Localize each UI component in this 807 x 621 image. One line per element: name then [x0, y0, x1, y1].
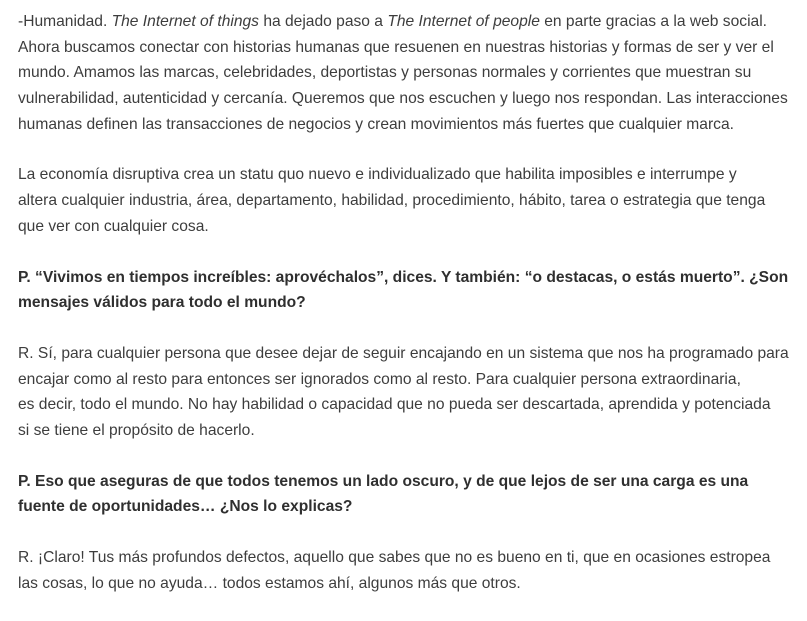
answer-line: R. Sí, para cualquier persona que desee dejar de seguir encajando en un sistema que nos ha programado para [18, 344, 789, 362]
paragraph-line: altera cualquier industria, área, departamento, habilidad, procedimiento, hábito, tarea o estrategia que tenga [18, 192, 766, 210]
paragraph-line: La economía disruptiva crea un statu quo nuevo e individualizado que habilita imposibles e interrumpe y [18, 166, 737, 184]
text-run: ha dejado paso a [258, 13, 388, 30]
italic-title: The Internet of people [387, 13, 540, 30]
answer-2 [18, 545, 803, 596]
answer-line: si se tiene el propósito de hacerlo. [18, 421, 255, 439]
question-2 [18, 469, 803, 520]
paragraph-humanidad [18, 9, 803, 137]
answer-line: encajar como al resto para entonces ser ignorados como al resto. Para cualquier persona extraordinaria, [18, 370, 741, 388]
question-line: P. “Vivimos en tiempos increíbles: aprovéchalos”, dices. Y también: “o destacas, o estás muerto”. ¿Son [18, 268, 789, 286]
question-line: P. Eso que aseguras de que todos tenemos un lado oscuro, y de que lejos de ser una carga es una [18, 472, 749, 490]
answer-1 [18, 341, 803, 444]
paragraph-economia [18, 162, 803, 239]
paragraph-line: Ahora buscamos conectar con historias humanas que resuenen en nuestras historias y formas de ser y ver el [18, 38, 774, 56]
paragraph-line: humanas definen las transacciones de negocios y crean movimientos más fuertes que cualquier marca. [18, 115, 734, 133]
answer-line: R. ¡Claro! Tus más profundos defectos, aquello que sabes que no es bueno en ti, que en ocasiones estropea [18, 549, 771, 566]
answer-line: las cosas, lo que no ayuda… todos estamos ahí, algunos más que otros. [18, 574, 521, 592]
paragraph-line [18, 9, 803, 35]
question-line: mensajes válidos para todo el mundo? [18, 294, 306, 312]
question-line: fuente de oportunidades… ¿Nos lo explicas? [18, 498, 353, 516]
answer-line: es decir, todo el mundo. No hay habilidad o capacidad que no pueda ser descartada, aprendida y potenciada [18, 396, 771, 414]
text-run: en parte gracias a la web social. [539, 13, 768, 30]
paragraph-line: vulnerabilidad, autenticidad y cercanía. Queremos que nos escuchen y luego nos respondan. Las interacciones [18, 90, 788, 108]
article-body [18, 9, 803, 621]
paragraph-line: que ver con cualquier cosa. [18, 217, 209, 235]
text-run: -Humanidad. [18, 13, 112, 30]
paragraph-line: mundo. Amamos las marcas, celebridades, deportistas y personas normales y corrientes que muestran su [18, 64, 752, 82]
italic-title: The Internet of things [111, 13, 259, 30]
question-1 [18, 265, 803, 316]
